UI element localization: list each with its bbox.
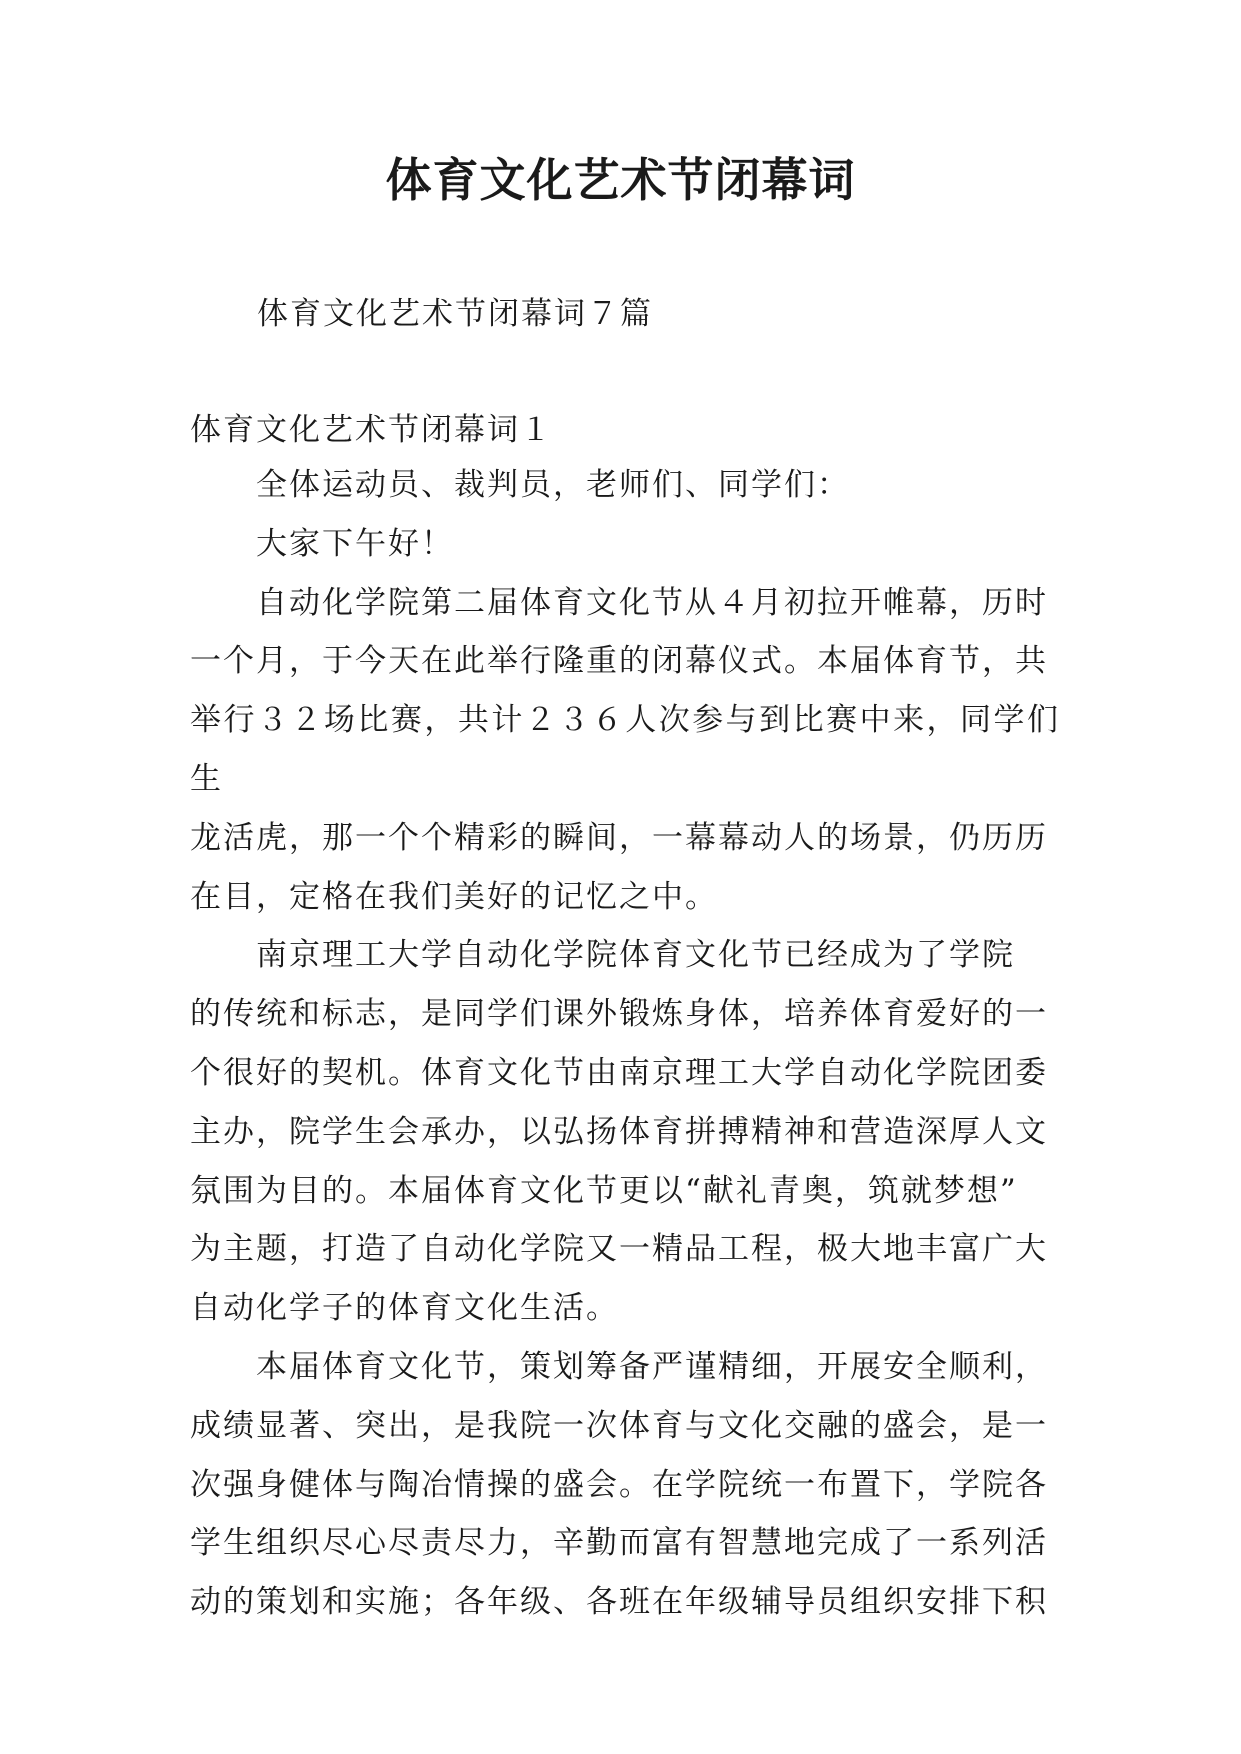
body-paragraph: 本届体育文化节，策划筹备严谨精细，开展安全顺利， 成绩显著、突出，是我院一次体育与文化交融的盛会，是一 次强身健体与陶冶情操的盛会。在学院统一布置下，学院各 学生组织尽心尽责尽力，辛勤而富有智慧地完成了一系列活 动的策划和实施；各年级、各班在年级辅导员组织安排下积 [190,1348,1048,1621]
greeting-paragraph: 大家下午好！ [256,525,454,562]
document-subtitle: 体育文化艺术节闭幕词７篇 [257,296,653,332]
section-heading: 体育文化艺术节闭幕词１ [190,412,553,448]
document-title: 体育文化艺术节闭幕词 [385,153,856,207]
body-paragraph: 南京理工大学自动化学院体育文化节已经成为了学院 的传统和标志，是同学们课外锻炼身体，培养体育爱好的一 个很好的契机。体育文化节由南京理工大学自动化学院团委 主办，院学生会承办，以弘扬体育拼搏精神和营造深厚人文 氛围为目的。本届体育文化节更以“献礼青奥，筑就梦想” 为主题，打造了自动化学院又一精品工程，极大地丰富广大 自动化学子的体育文化生活。 [190,937,1048,1327]
body-paragraph: 自动化学院第二届体育文化节从４月初拉开帷幕，历时 一个月，于今天在此举行隆重的闭幕仪式。本届体育节，共 举行３２场比赛，共计２３６人次参与到比赛中来，同学们生 龙活虎，那一个个精彩的瞬间，一幕幕动人的场景，仍历历 在目，定格在我们美好的记忆之中。 [190,584,1060,915]
salutation-paragraph: 全体运动员、裁判员，老师们、同学们： [256,467,850,503]
body-text [190,456,1060,1632]
